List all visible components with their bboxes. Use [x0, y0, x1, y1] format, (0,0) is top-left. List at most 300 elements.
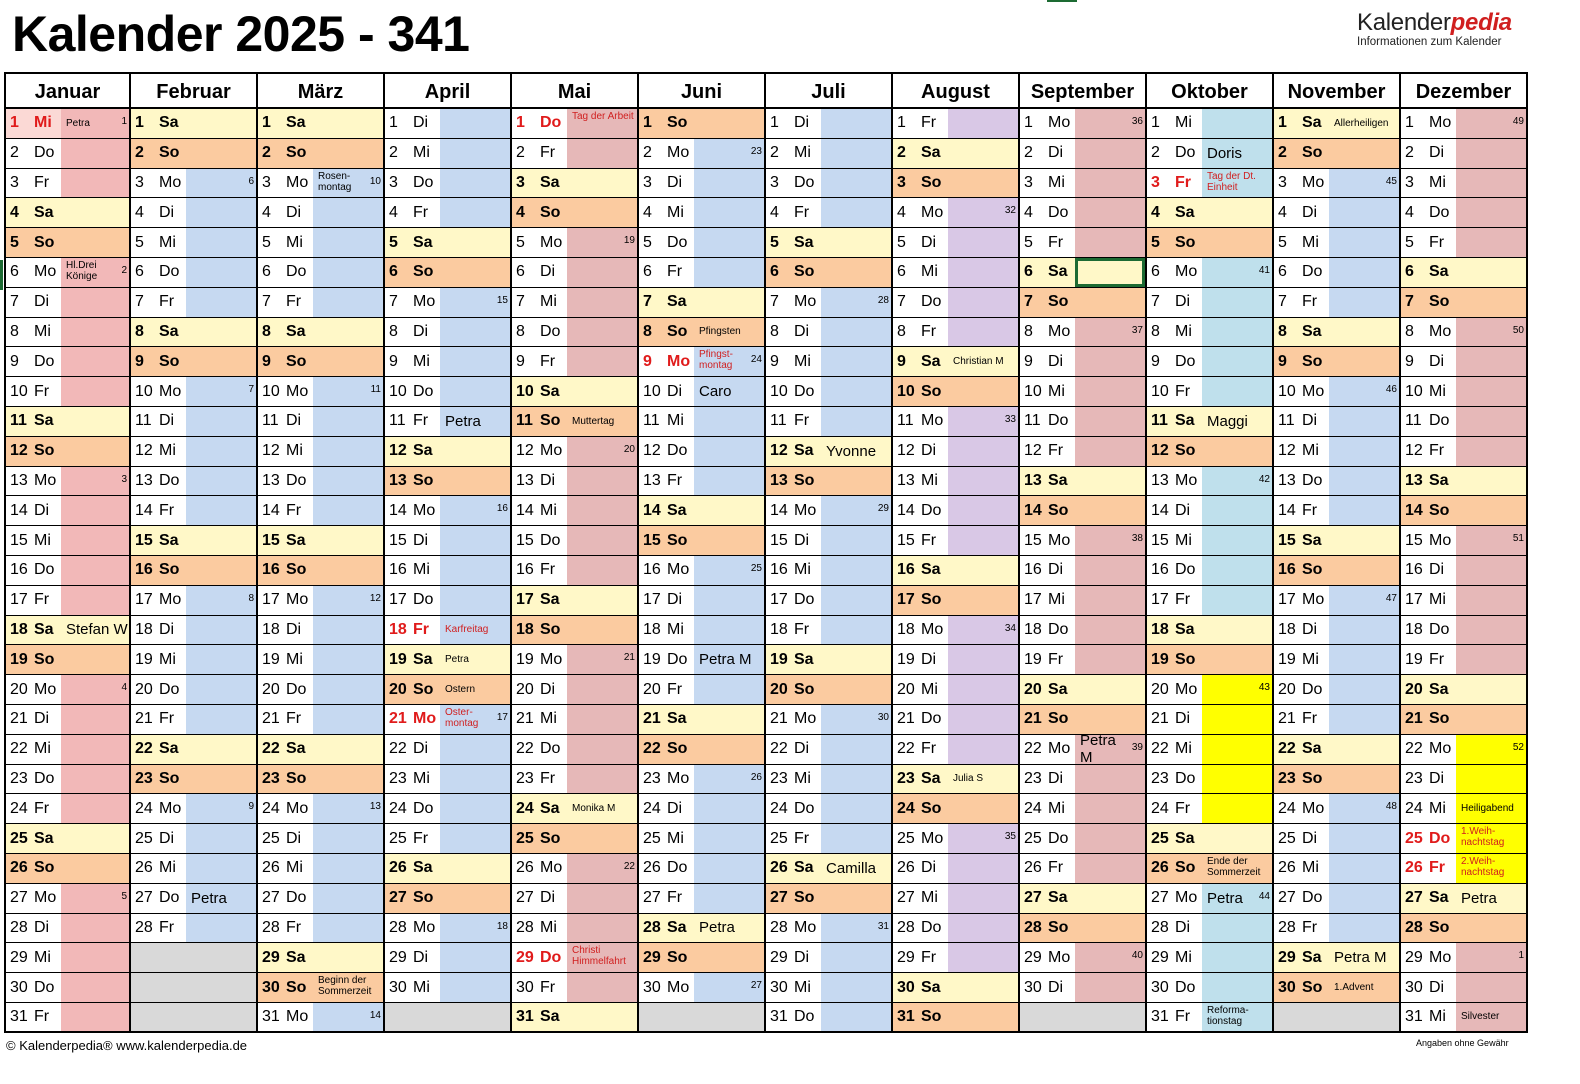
day-cell[interactable] — [766, 616, 893, 646]
note-cell[interactable] — [1329, 914, 1399, 943]
day-cell[interactable] — [766, 526, 893, 556]
note-cell[interactable] — [694, 854, 764, 883]
day-cell[interactable] — [1020, 496, 1147, 526]
note-cell[interactable] — [313, 943, 383, 972]
note-cell[interactable] — [821, 914, 891, 943]
note-cell[interactable] — [694, 556, 764, 585]
day-cell[interactable] — [131, 973, 258, 1003]
day-cell[interactable] — [893, 824, 1020, 854]
day-cell[interactable] — [1147, 765, 1274, 795]
day-cell[interactable] — [639, 496, 766, 526]
note-cell[interactable] — [1075, 735, 1145, 764]
note-cell[interactable] — [1202, 198, 1272, 227]
day-cell[interactable] — [766, 735, 893, 765]
day-cell[interactable] — [131, 377, 258, 407]
note-cell[interactable] — [186, 318, 256, 347]
day-cell[interactable] — [385, 794, 512, 824]
note-cell[interactable] — [1202, 705, 1272, 734]
day-cell[interactable] — [258, 318, 385, 348]
note-cell[interactable] — [694, 139, 764, 168]
day-cell[interactable] — [512, 854, 639, 884]
day-cell[interactable] — [258, 109, 385, 139]
note-cell[interactable] — [567, 616, 637, 645]
note-cell[interactable] — [1456, 1003, 1526, 1031]
day-cell[interactable] — [893, 556, 1020, 586]
day-cell[interactable] — [639, 675, 766, 705]
note-cell[interactable] — [1456, 645, 1526, 674]
note-cell[interactable] — [567, 586, 637, 615]
day-cell[interactable] — [385, 347, 512, 377]
day-cell[interactable] — [385, 586, 512, 616]
day-cell[interactable] — [1401, 854, 1528, 884]
note-cell[interactable] — [313, 884, 383, 913]
note-cell[interactable] — [1202, 526, 1272, 555]
note-cell[interactable] — [948, 824, 1018, 853]
note-cell[interactable] — [821, 288, 891, 317]
note-cell[interactable] — [1202, 109, 1272, 138]
note-cell[interactable] — [61, 467, 129, 496]
note-cell[interactable] — [948, 228, 1018, 257]
day-cell[interactable] — [258, 765, 385, 795]
note-cell[interactable] — [1075, 943, 1145, 972]
note-cell[interactable] — [440, 735, 510, 764]
note-cell[interactable] — [821, 139, 891, 168]
note-cell[interactable] — [821, 228, 891, 257]
note-cell[interactable] — [567, 794, 637, 823]
day-cell[interactable] — [258, 854, 385, 884]
day-cell[interactable] — [639, 526, 766, 556]
day-cell[interactable] — [1020, 437, 1147, 467]
note-cell[interactable] — [440, 407, 510, 436]
day-cell[interactable] — [766, 109, 893, 139]
day-cell[interactable] — [639, 556, 766, 586]
day-cell[interactable] — [4, 943, 131, 973]
day-cell[interactable] — [1274, 854, 1401, 884]
note-cell[interactable] — [948, 526, 1018, 555]
note-cell[interactable] — [567, 765, 637, 794]
note-cell[interactable] — [1202, 1003, 1272, 1031]
day-cell[interactable] — [766, 943, 893, 973]
kalenderpedia-logo[interactable] — [1357, 10, 1527, 49]
day-cell[interactable] — [385, 914, 512, 944]
day-cell[interactable] — [385, 318, 512, 348]
note-cell[interactable] — [313, 198, 383, 227]
day-cell[interactable] — [512, 794, 639, 824]
note-cell[interactable] — [821, 109, 891, 138]
day-cell[interactable] — [258, 496, 385, 526]
note-cell[interactable] — [313, 705, 383, 734]
note-cell[interactable] — [1075, 347, 1145, 376]
day-cell[interactable] — [131, 914, 258, 944]
note-cell[interactable] — [821, 616, 891, 645]
note-cell[interactable] — [821, 794, 891, 823]
day-cell[interactable] — [893, 914, 1020, 944]
note-cell[interactable] — [440, 437, 510, 466]
note-cell[interactable] — [567, 973, 637, 1002]
day-cell[interactable] — [893, 467, 1020, 497]
day-cell[interactable] — [131, 735, 258, 765]
day-cell[interactable] — [1401, 496, 1528, 526]
day-cell[interactable] — [639, 914, 766, 944]
day-cell[interactable] — [385, 139, 512, 169]
note-cell[interactable] — [821, 407, 891, 436]
day-cell[interactable] — [258, 735, 385, 765]
day-cell[interactable] — [1147, 914, 1274, 944]
day-cell[interactable] — [1401, 705, 1528, 735]
day-cell[interactable] — [512, 318, 639, 348]
day-cell[interactable] — [4, 139, 131, 169]
day-cell[interactable] — [1274, 884, 1401, 914]
day-cell[interactable] — [1147, 586, 1274, 616]
day-cell[interactable] — [1147, 973, 1274, 1003]
day-cell[interactable] — [639, 407, 766, 437]
day-cell[interactable] — [1020, 109, 1147, 139]
note-cell[interactable] — [1075, 645, 1145, 674]
day-cell[interactable] — [258, 794, 385, 824]
note-cell[interactable] — [948, 705, 1018, 734]
day-cell[interactable] — [766, 914, 893, 944]
note-cell[interactable] — [1202, 347, 1272, 376]
note-cell[interactable] — [186, 586, 256, 615]
note-cell[interactable] — [440, 914, 510, 943]
note-cell[interactable] — [61, 169, 129, 198]
day-cell[interactable] — [385, 169, 512, 199]
day-cell[interactable] — [131, 347, 258, 377]
note-cell[interactable] — [694, 258, 764, 287]
day-cell[interactable] — [766, 1003, 893, 1033]
note-cell[interactable] — [1075, 675, 1145, 704]
day-cell[interactable] — [1401, 377, 1528, 407]
day-cell[interactable] — [512, 437, 639, 467]
note-cell[interactable] — [61, 318, 129, 347]
note-cell[interactable] — [1075, 318, 1145, 347]
note-cell[interactable] — [1329, 347, 1399, 376]
day-cell[interactable] — [1020, 258, 1147, 288]
note-cell[interactable] — [313, 109, 383, 138]
note-cell[interactable] — [1456, 616, 1526, 645]
note-cell[interactable] — [1202, 586, 1272, 615]
note-cell[interactable] — [567, 109, 637, 138]
day-cell[interactable] — [893, 1003, 1020, 1033]
day-cell[interactable] — [258, 556, 385, 586]
day-cell[interactable] — [893, 943, 1020, 973]
note-cell[interactable] — [694, 467, 764, 496]
note-cell[interactable] — [440, 854, 510, 883]
note-cell[interactable] — [186, 884, 256, 913]
note-cell[interactable] — [821, 198, 891, 227]
day-cell[interactable] — [1020, 973, 1147, 1003]
day-cell[interactable] — [1147, 824, 1274, 854]
day-cell[interactable] — [639, 735, 766, 765]
note-cell[interactable] — [948, 556, 1018, 585]
day-cell[interactable] — [258, 526, 385, 556]
note-cell[interactable] — [821, 377, 891, 406]
day-cell[interactable] — [1147, 139, 1274, 169]
day-cell[interactable] — [385, 437, 512, 467]
day-cell[interactable] — [131, 198, 258, 228]
day-cell[interactable] — [1274, 467, 1401, 497]
day-cell[interactable] — [1147, 377, 1274, 407]
note-cell[interactable] — [61, 705, 129, 734]
day-cell[interactable] — [1274, 169, 1401, 199]
day-cell[interactable] — [1401, 198, 1528, 228]
note-cell[interactable] — [1456, 705, 1526, 734]
day-cell[interactable] — [1401, 884, 1528, 914]
day-cell[interactable] — [893, 735, 1020, 765]
day-cell[interactable] — [131, 556, 258, 586]
day-cell[interactable] — [1274, 735, 1401, 765]
day-cell[interactable] — [258, 437, 385, 467]
day-cell[interactable] — [1274, 824, 1401, 854]
note-cell[interactable] — [1329, 765, 1399, 794]
day-cell[interactable] — [766, 467, 893, 497]
note-cell[interactable] — [821, 556, 891, 585]
day-cell[interactable] — [639, 884, 766, 914]
day-cell[interactable] — [1401, 407, 1528, 437]
day-cell[interactable] — [385, 645, 512, 675]
note-cell[interactable] — [821, 675, 891, 704]
note-cell[interactable] — [61, 109, 129, 138]
day-cell[interactable] — [1401, 794, 1528, 824]
day-cell[interactable] — [1020, 198, 1147, 228]
day-cell[interactable] — [4, 437, 131, 467]
note-cell[interactable] — [1202, 228, 1272, 257]
note-cell[interactable] — [1329, 228, 1399, 257]
day-cell[interactable] — [766, 824, 893, 854]
note-cell[interactable] — [821, 586, 891, 615]
note-cell[interactable] — [821, 973, 891, 1002]
day-cell[interactable] — [893, 437, 1020, 467]
day-cell[interactable] — [1020, 765, 1147, 795]
day-cell[interactable] — [512, 258, 639, 288]
day-cell[interactable] — [1274, 139, 1401, 169]
note-cell[interactable] — [567, 884, 637, 913]
day-cell[interactable] — [1274, 586, 1401, 616]
note-cell[interactable] — [1075, 139, 1145, 168]
day-cell[interactable] — [512, 467, 639, 497]
note-cell[interactable] — [821, 1003, 891, 1031]
note-cell[interactable] — [567, 198, 637, 227]
note-cell[interactable] — [694, 377, 764, 406]
day-cell[interactable] — [4, 169, 131, 199]
note-cell[interactable] — [1202, 407, 1272, 436]
note-cell[interactable] — [1329, 854, 1399, 883]
day-cell[interactable] — [893, 288, 1020, 318]
day-cell[interactable] — [4, 496, 131, 526]
day-cell[interactable] — [1020, 645, 1147, 675]
note-cell[interactable] — [313, 973, 383, 1002]
day-cell[interactable] — [512, 556, 639, 586]
day-cell[interactable] — [766, 258, 893, 288]
note-cell[interactable] — [1329, 556, 1399, 585]
note-cell[interactable] — [1202, 794, 1272, 823]
day-cell[interactable] — [1147, 794, 1274, 824]
note-cell[interactable] — [1075, 884, 1145, 913]
note-cell[interactable] — [61, 526, 129, 555]
note-cell[interactable] — [1202, 973, 1272, 1002]
note-cell[interactable] — [567, 258, 637, 287]
note-cell[interactable] — [567, 437, 637, 466]
note-cell[interactable] — [1329, 407, 1399, 436]
day-cell[interactable] — [1147, 526, 1274, 556]
day-cell[interactable] — [893, 258, 1020, 288]
day-cell[interactable] — [1401, 616, 1528, 646]
note-cell[interactable] — [821, 765, 891, 794]
note-cell[interactable] — [61, 794, 129, 823]
note-cell[interactable] — [313, 377, 383, 406]
day-cell[interactable] — [1020, 169, 1147, 199]
day-cell[interactable] — [258, 347, 385, 377]
note-cell[interactable] — [1456, 139, 1526, 168]
note-cell[interactable] — [1075, 854, 1145, 883]
day-cell[interactable] — [1020, 407, 1147, 437]
day-cell[interactable] — [131, 705, 258, 735]
note-cell[interactable] — [821, 943, 891, 972]
day-cell[interactable] — [639, 765, 766, 795]
note-cell[interactable] — [821, 526, 891, 555]
note-cell[interactable] — [186, 198, 256, 227]
day-cell[interactable] — [385, 377, 512, 407]
note-cell[interactable] — [1456, 973, 1526, 1002]
day-cell[interactable] — [258, 675, 385, 705]
note-cell[interactable] — [1329, 139, 1399, 168]
note-cell[interactable] — [186, 288, 256, 317]
note-cell[interactable] — [567, 705, 637, 734]
note-cell[interactable] — [948, 854, 1018, 883]
day-cell[interactable] — [893, 973, 1020, 1003]
day-cell[interactable] — [893, 616, 1020, 646]
note-cell[interactable] — [1202, 675, 1272, 704]
day-cell[interactable] — [1020, 943, 1147, 973]
day-cell[interactable] — [385, 675, 512, 705]
day-cell[interactable] — [1274, 377, 1401, 407]
note-cell[interactable] — [1329, 616, 1399, 645]
note-cell[interactable] — [1202, 884, 1272, 913]
note-cell[interactable] — [440, 198, 510, 227]
note-cell[interactable] — [1329, 377, 1399, 406]
note-cell[interactable] — [694, 616, 764, 645]
day-cell[interactable] — [1401, 675, 1528, 705]
day-cell[interactable] — [258, 943, 385, 973]
note-cell[interactable] — [1456, 556, 1526, 585]
day-cell[interactable] — [893, 854, 1020, 884]
day-cell[interactable] — [1401, 586, 1528, 616]
day-cell[interactable] — [639, 1003, 766, 1033]
day-cell[interactable] — [893, 198, 1020, 228]
day-cell[interactable] — [385, 705, 512, 735]
note-cell[interactable] — [440, 943, 510, 972]
day-cell[interactable] — [1274, 407, 1401, 437]
day-cell[interactable] — [1274, 794, 1401, 824]
note-cell[interactable] — [567, 556, 637, 585]
note-cell[interactable] — [1456, 794, 1526, 823]
day-cell[interactable] — [1401, 467, 1528, 497]
day-cell[interactable] — [766, 854, 893, 884]
day-cell[interactable] — [1147, 109, 1274, 139]
note-cell[interactable] — [440, 675, 510, 704]
note-cell[interactable] — [948, 169, 1018, 198]
note-cell[interactable] — [61, 198, 129, 227]
day-cell[interactable] — [385, 973, 512, 1003]
note-cell[interactable] — [440, 586, 510, 615]
day-cell[interactable] — [4, 705, 131, 735]
day-cell[interactable] — [1274, 705, 1401, 735]
note-cell[interactable] — [1456, 765, 1526, 794]
note-cell[interactable] — [567, 645, 637, 674]
day-cell[interactable] — [512, 377, 639, 407]
note-cell[interactable] — [1075, 705, 1145, 734]
day-cell[interactable] — [131, 407, 258, 437]
day-cell[interactable] — [1401, 735, 1528, 765]
note-cell[interactable] — [567, 824, 637, 853]
note-cell[interactable] — [1202, 258, 1272, 287]
note-cell[interactable] — [694, 109, 764, 138]
day-cell[interactable] — [4, 675, 131, 705]
day-cell[interactable] — [1020, 318, 1147, 348]
day-cell[interactable] — [893, 377, 1020, 407]
note-cell[interactable] — [948, 735, 1018, 764]
note-cell[interactable] — [948, 467, 1018, 496]
note-cell[interactable] — [1456, 735, 1526, 764]
note-cell[interactable] — [821, 347, 891, 376]
note-cell[interactable] — [440, 228, 510, 257]
day-cell[interactable] — [1147, 943, 1274, 973]
note-cell[interactable] — [61, 735, 129, 764]
day-cell[interactable] — [893, 586, 1020, 616]
day-cell[interactable] — [766, 377, 893, 407]
day-cell[interactable] — [1147, 169, 1274, 199]
note-cell[interactable] — [313, 586, 383, 615]
day-cell[interactable] — [1147, 407, 1274, 437]
day-cell[interactable] — [512, 616, 639, 646]
day-cell[interactable] — [1274, 109, 1401, 139]
note-cell[interactable] — [1202, 496, 1272, 525]
note-cell[interactable] — [186, 616, 256, 645]
day-cell[interactable] — [131, 228, 258, 258]
note-cell[interactable] — [440, 705, 510, 734]
day-cell[interactable] — [639, 228, 766, 258]
note-cell[interactable] — [1329, 169, 1399, 198]
note-cell[interactable] — [440, 616, 510, 645]
day-cell[interactable] — [639, 973, 766, 1003]
note-cell[interactable] — [694, 884, 764, 913]
day-cell[interactable] — [639, 377, 766, 407]
note-cell[interactable] — [948, 794, 1018, 823]
note-cell[interactable] — [1075, 437, 1145, 466]
note-cell[interactable] — [1329, 943, 1399, 972]
note-cell[interactable] — [948, 884, 1018, 913]
note-cell[interactable] — [821, 735, 891, 764]
note-cell[interactable] — [1456, 228, 1526, 257]
day-cell[interactable] — [1147, 258, 1274, 288]
note-cell[interactable] — [821, 437, 891, 466]
day-cell[interactable] — [766, 884, 893, 914]
day-cell[interactable] — [1401, 526, 1528, 556]
day-cell[interactable] — [1274, 288, 1401, 318]
day-cell[interactable] — [766, 437, 893, 467]
note-cell[interactable] — [186, 854, 256, 883]
day-cell[interactable] — [4, 854, 131, 884]
day-cell[interactable] — [512, 139, 639, 169]
day-cell[interactable] — [766, 675, 893, 705]
note-cell[interactable] — [1202, 377, 1272, 406]
note-cell[interactable] — [440, 765, 510, 794]
note-cell[interactable] — [694, 943, 764, 972]
day-cell[interactable] — [639, 467, 766, 497]
day-cell[interactable] — [512, 973, 639, 1003]
day-cell[interactable] — [1274, 914, 1401, 944]
note-cell[interactable] — [1329, 258, 1399, 287]
